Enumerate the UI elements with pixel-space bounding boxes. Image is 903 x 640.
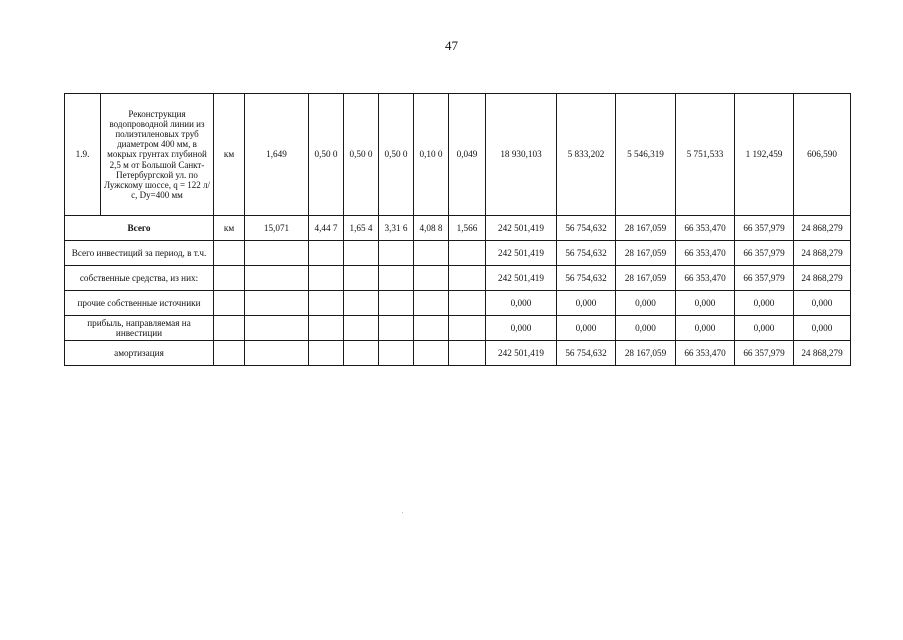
year-cost-cell-2: 0,000 xyxy=(616,291,676,316)
year-cost-cell-4: 0,000 xyxy=(735,291,794,316)
length-cell: 1,649 xyxy=(245,94,309,216)
year-cost-cell-3: 5 751,533 xyxy=(676,94,735,216)
table-row-1-9 xyxy=(65,94,851,216)
year-cost-cell-3: 66 353,470 xyxy=(676,341,735,366)
year-cost-cell-5: 0,000 xyxy=(794,316,851,341)
table-row-total xyxy=(65,216,851,241)
year-cost-cell-5: 24 868,279 xyxy=(794,241,851,266)
year-cost-cell-2: 28 167,059 xyxy=(616,241,676,266)
period-cell-5: 1,566 xyxy=(449,216,486,241)
year-cost-cell-1: 56 754,632 xyxy=(557,241,616,266)
period-cell-4: 4,08 8 xyxy=(414,216,449,241)
period-cell-1: 0,50 0 xyxy=(309,94,344,216)
total-cost-cell: 0,000 xyxy=(486,291,557,316)
total-cost-cell: 242 501,419 xyxy=(486,241,557,266)
year-cost-cell-5: 24 868,279 xyxy=(794,216,851,241)
summary-label: амортизация xyxy=(65,341,214,366)
year-cost-cell-4: 1 192,459 xyxy=(735,94,794,216)
total-cost-cell: 242 501,419 xyxy=(486,266,557,291)
year-cost-cell-3: 0,000 xyxy=(676,316,735,341)
year-cost-cell-3: 0,000 xyxy=(676,291,735,316)
investment-table xyxy=(64,93,851,366)
period-cell-2: 1,65 4 xyxy=(344,216,379,241)
unit-cell: км xyxy=(214,94,245,216)
row-description: Реконструкция водопроводной линии из полиэтиленовых труб диаметром 400 мм, в мокрых грунтах глубиной 2,5 м от Большой Санкт-Петербургской ул. по Лужскому шоссе, q = 122 л/с, Dy=400 мм xyxy=(101,94,214,216)
total-cost-cell: 242 501,419 xyxy=(486,341,557,366)
summary-row xyxy=(65,241,851,266)
period-cell-4: 0,10 0 xyxy=(414,94,449,216)
scan-speck xyxy=(402,512,403,513)
year-cost-cell-1: 56 754,632 xyxy=(557,266,616,291)
year-cost-cell-4: 0,000 xyxy=(735,316,794,341)
period-cell-3: 0,50 0 xyxy=(379,94,414,216)
year-cost-cell-4: 66 357,979 xyxy=(735,266,794,291)
summary-label: прочие собственные источники xyxy=(65,291,214,316)
year-cost-cell-1: 5 833,202 xyxy=(557,94,616,216)
summary-row xyxy=(65,291,851,316)
year-cost-cell-2: 28 167,059 xyxy=(616,216,676,241)
year-cost-cell-1: 0,000 xyxy=(557,291,616,316)
year-cost-cell-1: 56 754,632 xyxy=(557,216,616,241)
summary-label: собственные средства, из них: xyxy=(65,266,214,291)
year-cost-cell-3: 66 353,470 xyxy=(676,241,735,266)
summary-row xyxy=(65,316,851,341)
summary-row xyxy=(65,341,851,366)
unit-cell: км xyxy=(214,216,245,241)
year-cost-cell-4: 66 357,979 xyxy=(735,241,794,266)
year-cost-cell-2: 28 167,059 xyxy=(616,341,676,366)
year-cost-cell-4: 66 357,979 xyxy=(735,341,794,366)
year-cost-cell-1: 56 754,632 xyxy=(557,341,616,366)
summary-label: прибыль, направляемая на инвестиции xyxy=(65,316,214,341)
year-cost-cell-3: 66 353,470 xyxy=(676,216,735,241)
total-cost-cell: 18 930,103 xyxy=(486,94,557,216)
year-cost-cell-5: 606,590 xyxy=(794,94,851,216)
year-cost-cell-2: 28 167,059 xyxy=(616,266,676,291)
period-cell-5: 0,049 xyxy=(449,94,486,216)
row-number: 1.9. xyxy=(65,94,101,216)
year-cost-cell-2: 0,000 xyxy=(616,316,676,341)
year-cost-cell-3: 66 353,470 xyxy=(676,266,735,291)
page-number: 47 xyxy=(445,38,458,53)
year-cost-cell-2: 5 546,319 xyxy=(616,94,676,216)
total-cost-cell: 242 501,419 xyxy=(486,216,557,241)
year-cost-cell-1: 0,000 xyxy=(557,316,616,341)
year-cost-cell-4: 66 357,979 xyxy=(735,216,794,241)
year-cost-cell-5: 24 868,279 xyxy=(794,266,851,291)
year-cost-cell-5: 0,000 xyxy=(794,291,851,316)
summary-row xyxy=(65,266,851,291)
total-cost-cell: 0,000 xyxy=(486,316,557,341)
length-cell: 15,071 xyxy=(245,216,309,241)
period-cell-3: 3,31 6 xyxy=(379,216,414,241)
summary-label: Всего инвестиций за период, в т.ч. xyxy=(65,241,214,266)
year-cost-cell-5: 24 868,279 xyxy=(794,341,851,366)
total-label: Всего xyxy=(65,216,214,241)
period-cell-2: 0,50 0 xyxy=(344,94,379,216)
period-cell-1: 4,44 7 xyxy=(309,216,344,241)
